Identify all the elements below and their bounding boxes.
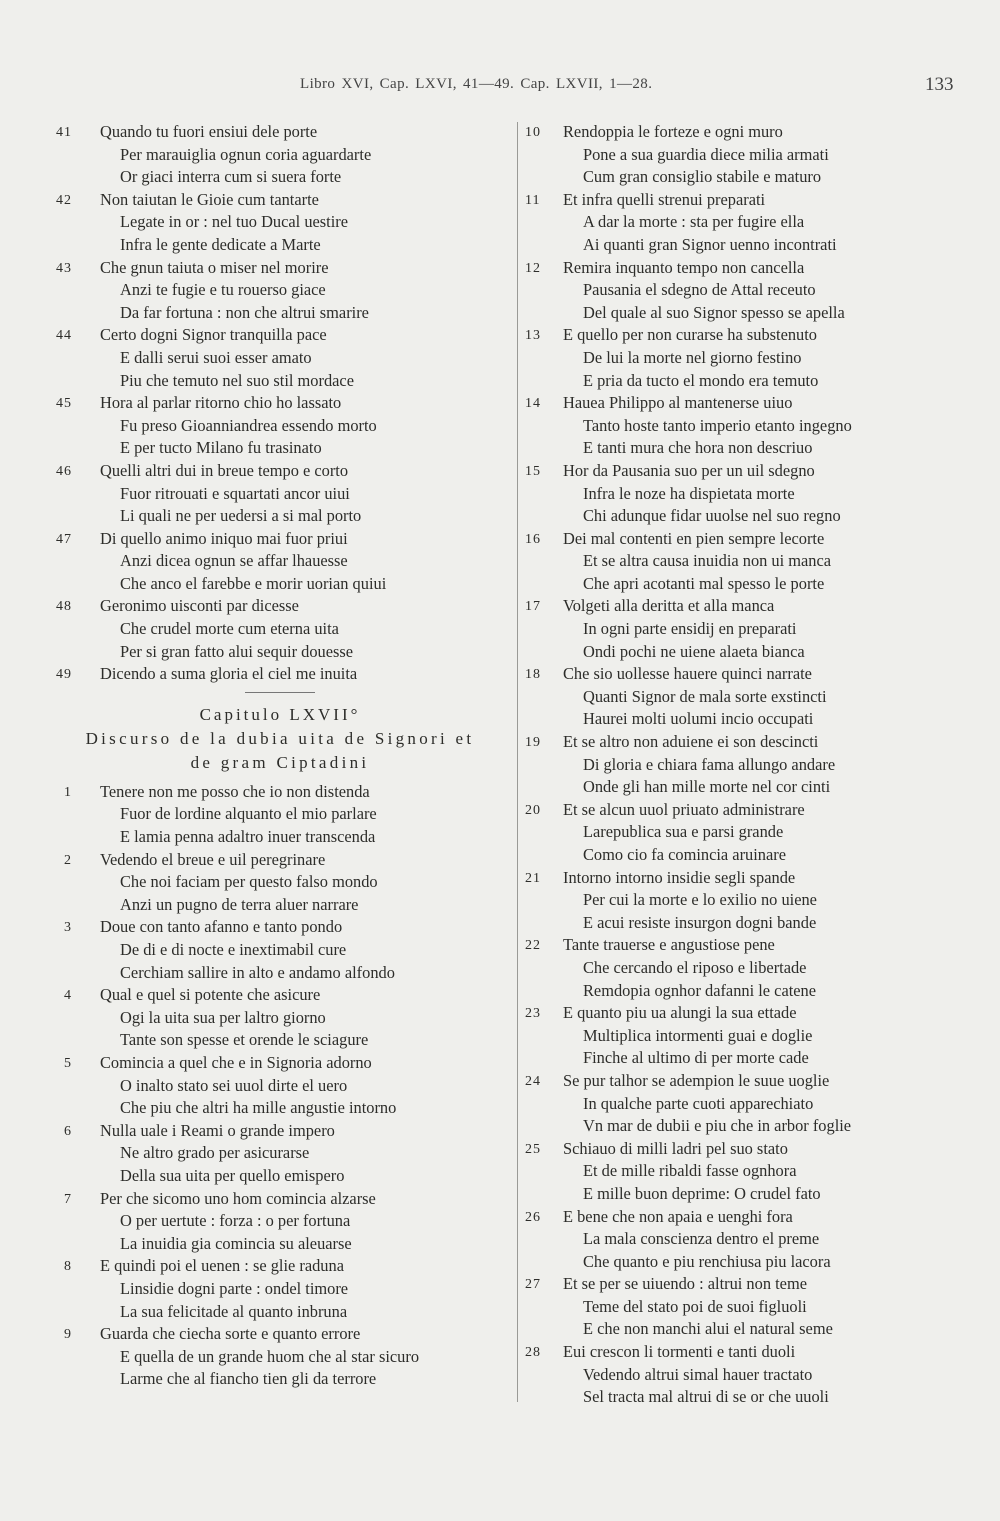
verse-line: Finche al ultimo di per morte cade <box>583 1048 809 1068</box>
stanza <box>0 663 510 686</box>
chapter-heading <box>60 692 500 775</box>
stanza-number: 43 <box>56 260 72 276</box>
verse-line: In qualche parte cuoti apparechiato <box>583 1093 814 1113</box>
verse-line: Quelli altri dui in breue tempo e corto <box>100 460 349 480</box>
verse-line: Nulla uale i Reami o grande impero <box>100 1120 335 1140</box>
verse-line: Ne altro grado per asicurarse <box>120 1143 310 1163</box>
stanza <box>0 849 510 917</box>
verse-line: Et se altra causa inuidia non ui manca <box>583 551 832 571</box>
stanza <box>515 1070 995 1138</box>
stanza-number: 6 <box>64 1123 72 1139</box>
verse-line: E quindi poi el uenen : se glie raduna <box>100 1256 344 1276</box>
verse-line: Dicendo a suma gloria el ciel me inuita <box>100 664 358 684</box>
stanza-number: 2 <box>64 852 72 868</box>
stanzas-chapter-67-part2 <box>515 121 995 1409</box>
stanza <box>515 1341 995 1409</box>
verse-line: Da far fortuna : non che altrui smarire <box>120 302 369 322</box>
verse-line: Pausania el sdegno de Attal receuto <box>583 280 816 300</box>
verse-line: Onde gli han mille morte nel cor cinti <box>583 777 831 797</box>
stanza-number: 47 <box>56 531 72 547</box>
stanza-number: 48 <box>56 599 72 615</box>
stanza <box>515 731 995 799</box>
verse-line: Di quello animo iniquo mai fuor priui <box>100 528 348 548</box>
verse-line: Fuor ritrouati e squartati ancor uiui <box>120 483 350 503</box>
verse-line: Fuor de lordine alquanto el mio parlare <box>120 804 377 824</box>
stanza <box>515 1206 995 1274</box>
stanza <box>515 257 995 325</box>
verse-line: Tante trauerse e angustiose pene <box>563 935 775 955</box>
verse-line: Linsidie dogni parte : ondel timore <box>120 1278 349 1298</box>
stanza <box>515 1273 995 1341</box>
verse-line: E acui resiste insurgon dogni bande <box>583 912 817 932</box>
stanza <box>0 460 510 528</box>
verse-line: Quanti Signor de mala sorte exstincti <box>583 686 827 706</box>
stanza-number: 17 <box>525 599 541 615</box>
stanza <box>515 1002 995 1070</box>
stanza-number: 26 <box>525 1209 541 1225</box>
verse-line: Vedendo altrui simal hauer tractato <box>583 1364 813 1384</box>
verse-line: Or giaci interra cum si suera forte <box>120 167 342 187</box>
verse-line: Et de mille ribaldi fasse ognhora <box>583 1161 797 1181</box>
verse-line: Dei mal contenti en pien sempre lecorte <box>563 528 825 548</box>
verse-line: Anzi te fugie e tu rouerso giace <box>120 280 326 300</box>
verse-line: De lui la morte nel giorno festino <box>583 347 802 367</box>
stanza <box>0 528 510 596</box>
stanza-number: 22 <box>525 938 541 954</box>
verse-line: Se pur talhor se adempion le suue uoglie <box>563 1070 830 1090</box>
page-number: 133 <box>925 74 954 95</box>
stanza <box>515 392 995 460</box>
verse-line: Fu preso Gioanniandrea essendo morto <box>120 415 377 435</box>
stanza-number: 13 <box>525 328 541 344</box>
verse-line: Haurei molti uolumi incio occupati <box>583 709 814 729</box>
stanza <box>0 121 510 189</box>
stanza-number: 21 <box>525 870 541 886</box>
verse-line: E pria da tucto el mondo era temuto <box>583 370 819 390</box>
stanza-number: 44 <box>56 328 72 344</box>
verse-line: Hauea Philippo al mantenerse uiuo <box>563 393 793 413</box>
stanza-number: 45 <box>56 396 72 412</box>
verse-line: Larme che al fiancho tien gli da terrore <box>120 1369 377 1389</box>
verse-line: La mala conscienza dentro el preme <box>583 1229 820 1249</box>
verse-line: Che crudel morte cum eterna uita <box>120 619 339 639</box>
stanza-number: 8 <box>64 1259 72 1275</box>
verse-line: Anzi un pugno de terra aluer narrare <box>120 894 359 914</box>
verse-line: Ogi la uita sua per laltro giorno <box>120 1007 326 1027</box>
stanza-number: 15 <box>525 463 541 479</box>
verse-line: Como cio fa comincia aruinare <box>583 845 786 864</box>
verse-line: E bene che non apaia e uenghi fora <box>563 1206 793 1226</box>
verse-line: E quanto piu ua alungi la sua ettade <box>563 1003 797 1023</box>
stanza-number: 3 <box>64 920 72 936</box>
stanza-number: 5 <box>64 1055 72 1071</box>
stanza-number: 19 <box>525 735 541 751</box>
verse-line: Et infra quelli strenui preparati <box>563 189 766 209</box>
verse-line: Cum gran consiglio stabile e maturo <box>583 167 822 187</box>
verse-line: O inalto stato sei uuol dirte el uero <box>120 1075 348 1095</box>
verse-line: Piu che temuto nel suo stil mordace <box>120 370 354 390</box>
stanza <box>0 1120 510 1188</box>
verse-line: Remira inquanto tempo non cancella <box>563 257 805 277</box>
verse-line: E dalli serui suoi esser amato <box>120 347 312 367</box>
stanza <box>0 984 510 1052</box>
verse-line: Che cercando el riposo e libertade <box>583 957 807 977</box>
verse-line: Per marauiglia ognun coria aguardarte <box>120 144 372 164</box>
stanza <box>0 257 510 325</box>
verse-line: La inuidia gia comincia su aleuarse <box>120 1233 352 1253</box>
verse-line: Intorno intorno insidie segli spande <box>563 867 796 887</box>
stanzas-chapter-67-part1 <box>0 781 510 1391</box>
stanza-number: 16 <box>525 531 541 547</box>
chapter-title: Capitulo LXVII° <box>199 704 361 724</box>
verse-line: O per uertute : forza : o per fortuna <box>120 1211 351 1231</box>
verse-line: Che apri acotanti mal spesso le porte <box>583 573 825 593</box>
verse-line: E quello per non curarse ha substenuto <box>563 325 817 345</box>
verse-line: Non taiutan le Gioie cum tantarte <box>100 189 319 209</box>
verse-line: Et se altro non aduiene ei son descincti <box>563 732 819 752</box>
stanza <box>0 1052 510 1120</box>
stanza <box>0 1255 510 1323</box>
verse-line: Et se per se uiuendo : altrui non teme <box>563 1274 807 1294</box>
verse-line: Li quali ne per uedersi a si mal porto <box>120 506 362 526</box>
verse-line: E che non manchi alui el natural seme <box>583 1319 833 1339</box>
stanza-number: 49 <box>56 667 72 683</box>
verse-line: Quando tu fuori ensiui dele porte <box>100 122 318 141</box>
stanza <box>515 460 995 528</box>
verse-line: Vn mar de dubii e piu che in arbor foglie <box>583 1116 852 1136</box>
stanza-number: 46 <box>56 463 72 479</box>
verse-line: Multiplica intormenti guai e doglie <box>583 1025 813 1045</box>
stanza-number: 24 <box>525 1073 541 1089</box>
stanza <box>515 528 995 596</box>
stanza-number: 4 <box>64 988 72 1004</box>
stanza-number: 20 <box>525 802 541 818</box>
stanza-number: 23 <box>525 1006 541 1022</box>
stanza-number: 42 <box>56 192 72 208</box>
verse-line: Che piu che altri ha mille angustie intorno <box>120 1098 397 1118</box>
verse-line: E quella de un grande huom che al star sicuro <box>120 1346 420 1366</box>
stanza <box>0 595 510 663</box>
separator-rule <box>245 692 315 693</box>
verse-line: E per tucto Milano fu trasinato <box>120 438 322 458</box>
verse-line: Infra le gente dedicate a Marte <box>120 234 321 254</box>
stanza <box>515 934 995 1002</box>
verse-line: Che anco el farebbe e morir uorian quiui <box>120 573 387 593</box>
verse-line: E lamia penna adaltro inuer transcenda <box>120 827 376 847</box>
verse-line: Di gloria e chiara fama allungo andare <box>583 754 836 774</box>
verse-line: Guarda che ciecha sorte e quanto errore <box>100 1324 361 1344</box>
right-column <box>515 121 995 1409</box>
stanza-number: 1 <box>64 784 72 800</box>
chapter-subtitle-line1: Discurso de la dubia uita de Signori et <box>85 728 475 748</box>
stanza-number: 14 <box>525 396 541 412</box>
verse-line: Che gnun taiuta o miser nel morire <box>100 257 329 277</box>
stanza <box>0 189 510 257</box>
left-column <box>0 121 510 1391</box>
stanza-number: 7 <box>64 1191 72 1207</box>
verse-line: Geronimo uisconti par dicesse <box>100 596 299 616</box>
verse-line: Per cui la morte e lo exilio no uiene <box>583 890 817 910</box>
verse-line: Eui crescon li tormenti e tanti duoli <box>563 1342 796 1362</box>
verse-line: Larepublica sua e parsi grande <box>583 822 784 842</box>
stanza-number: 10 <box>525 125 541 140</box>
verse-line: Sel tracta mal altrui di se or che uuoli <box>583 1387 829 1407</box>
stanza <box>515 189 995 257</box>
verse-line: A dar la morte : sta per fugire ella <box>583 212 805 232</box>
stanza <box>0 324 510 392</box>
verse-line: Volgeti alla deritta et alla manca <box>563 596 775 616</box>
verse-line: E tanti mura che hora non descriuo <box>583 438 813 458</box>
verse-line: Doue con tanto afanno e tanto pondo <box>100 917 343 937</box>
verse-line: Qual e quel si potente che asicure <box>100 985 321 1005</box>
verse-line: Tante son spesse et orende le sciagure <box>120 1030 369 1050</box>
stanza <box>0 916 510 984</box>
stanza <box>0 392 510 460</box>
verse-line: Legate in or : nel tuo Ducal uestire <box>120 212 349 232</box>
stanza-number: 25 <box>525 1141 541 1157</box>
stanza <box>0 1188 510 1256</box>
verse-line: Hora al parlar ritorno chio ho lassato <box>100 393 342 413</box>
stanza <box>515 867 995 935</box>
verse-line: Rendoppia le forteze e ogni muro <box>563 122 783 141</box>
running-header: Libro XVI, Cap. LXVI, 41—49. Cap. LXVII, 1—28. <box>300 76 653 92</box>
verse-line: Vedendo el breue e uil peregrinare <box>100 849 326 869</box>
stanza-number: 9 <box>64 1327 72 1343</box>
stanza <box>515 1138 995 1206</box>
verse-line: La sua felicitade al quanto inbruna <box>120 1301 348 1321</box>
verse-line: Comincia a quel che e in Signoria adorno <box>100 1052 372 1072</box>
verse-line: Ai quanti gran Signor uenno incontrati <box>583 234 837 254</box>
stanza-number: 41 <box>56 125 72 140</box>
verse-line: Che sio uollesse hauere quinci narrate <box>563 664 812 684</box>
verse-line: Certo dogni Signor tranquilla pace <box>100 325 327 345</box>
verse-line: Et se alcun uuol priuato administrare <box>563 799 805 819</box>
verse-line: Anzi dicea ognun se affar lhauesse <box>120 551 348 571</box>
stanza <box>0 781 510 849</box>
verse-line: Tanto hoste tanto imperio etanto ingegno <box>583 415 852 435</box>
verse-line: Cerchiam sallire in alto e andamo alfondo <box>120 962 395 982</box>
stanza <box>515 595 995 663</box>
verse-line: Del quale al suo Signor spesso se apella <box>583 302 845 322</box>
verse-line: E mille buon deprime: O crudel fato <box>583 1183 821 1203</box>
stanza <box>515 324 995 392</box>
verse-line: Infra le noze ha dispietata morte <box>583 483 795 503</box>
verse-line: Pone a sua guardia diece milia armati <box>583 144 829 164</box>
verse-line: Schiauo di milli ladri pel suo stato <box>563 1138 788 1158</box>
stanza-number: 28 <box>525 1345 541 1361</box>
verse-line: Che noi faciam per questo falso mondo <box>120 872 378 892</box>
verse-line: Remdopia ognhor dafanni le catene <box>583 980 817 1000</box>
verse-line: Chi adunque fidar uuolse nel suo regno <box>583 506 841 526</box>
verse-line: In ogni parte ensidij en preparati <box>583 619 797 639</box>
verse-line: De di e di nocte e inextimabil cure <box>120 940 347 959</box>
verse-line: Per che sicomo uno hom comincia alzarse <box>100 1188 376 1208</box>
stanza <box>515 799 995 867</box>
verse-line: Per si gran fatto alui sequir douesse <box>120 641 354 661</box>
stanza-number: 12 <box>525 260 541 276</box>
verse-line: Hor da Pausania suo per un uil sdegno <box>563 460 815 480</box>
verse-line: Che quanto e piu renchiusa piu lacora <box>583 1251 831 1271</box>
stanza <box>0 1323 510 1391</box>
stanza-number: 18 <box>525 667 541 683</box>
stanza <box>515 121 995 189</box>
verse-line: Teme del stato poi de suoi figluoli <box>583 1296 807 1316</box>
chapter-subtitle-line2: de gram Ciptadini <box>190 752 370 772</box>
stanza-number: 11 <box>525 192 541 208</box>
verse-line: Tenere non me posso che io non distenda <box>100 781 370 801</box>
verse-line: Ondi pochi ne uiene alaeta bianca <box>583 641 805 661</box>
stanzas-chapter-66 <box>0 121 510 686</box>
stanza-number: 27 <box>525 1277 541 1293</box>
stanza <box>515 663 995 731</box>
verse-line: Della sua uita per quello emispero <box>120 1165 345 1185</box>
